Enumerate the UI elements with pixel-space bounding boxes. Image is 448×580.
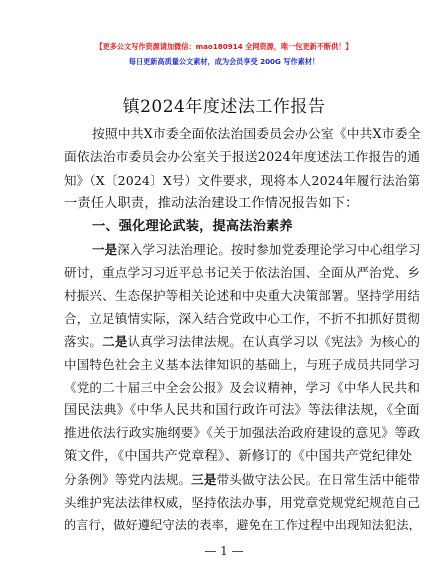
paragraph-text: 认真学习法律法规。在认真学习以《宪法》为核心的: [127, 334, 421, 349]
paragraph-line: 研讨，重点学习习近平总书记关于依法治国、全面从严治党、乡: [64, 265, 421, 280]
paragraph-line: 的言行，做好遵纪守法的表率，避免在工作过程中出现知法犯法，: [64, 518, 421, 532]
paragraph-text: 带头做守法公民。在日常生活中能带: [216, 472, 421, 487]
paragraph-line: 合，立足镇情实际，深入结合党政中心工作，不折不扣抓好贯彻: [64, 311, 421, 326]
paragraph-line: 策文件，《中国共产党章程》、新修订的《中国共产党纪律处: [64, 449, 413, 464]
paragraph-line: 一责任人职责，推动法治建设工作情况报告如下：: [64, 196, 359, 211]
paragraph-line: 头维护宪法法律权威，坚持依法办事，用党章党规党纪规范自己: [64, 495, 421, 510]
paragraph-text: 深入学习法治理论。按时参加党委理论学习中心组学习: [117, 242, 421, 257]
paragraph-line: 中国特色社会主义基本法律知识的基础上，与班子成员共同学习: [64, 357, 421, 372]
paragraph-line: [64, 334, 421, 349]
paragraph-line: 国民法典》《中华人民共和国行政许可法》等法律法规，《全面: [64, 403, 420, 418]
paragraph-line: 按照中共X市委全面依法治国委员会办公室《中共X市委全: [92, 127, 421, 142]
emphasis-text: 二是: [102, 334, 128, 349]
paragraph-text: 分条例》等党内法规。: [64, 472, 192, 487]
emphasis-text: 一是: [92, 242, 118, 257]
paragraph-line: 面依法治市委员会办公室关于报送2024年度述法工作报告的通: [64, 150, 421, 165]
paragraph-line: 推进依法行政实施纲要》《关于加强法治政府建设的意见》等政: [64, 426, 421, 441]
promo-banner-line2: 每日更新高质量公文素材，成为会员享受 200G 写作素材！: [128, 57, 320, 66]
paragraph-text: 落实。: [64, 334, 103, 349]
document-title: 镇2024年度述法工作报告: [122, 97, 326, 117]
paragraph-line: 村振兴、生态保护等相关论述和中央重大决策部署。坚持学用结: [64, 288, 421, 303]
emphasis-text: 三是: [191, 472, 217, 487]
paragraph-line: [64, 472, 421, 487]
promo-banner-line1: 【更多公文写作资源请加微信：mao180914 全网资源，唯一包更新不断供！】: [95, 42, 353, 51]
paragraph-line: 知》（X〔2024〕X号）文件要求，现将本人2024年履行法治第: [64, 173, 421, 188]
paragraph-line: [92, 242, 421, 257]
page-number: — 1 —: [204, 544, 244, 558]
paragraph-line: 《党的二十届三中全会公报》及会议精神，学习《中华人民共和: [64, 380, 421, 395]
section-heading: 一、强化理论武装，提高法治素养: [92, 219, 293, 234]
